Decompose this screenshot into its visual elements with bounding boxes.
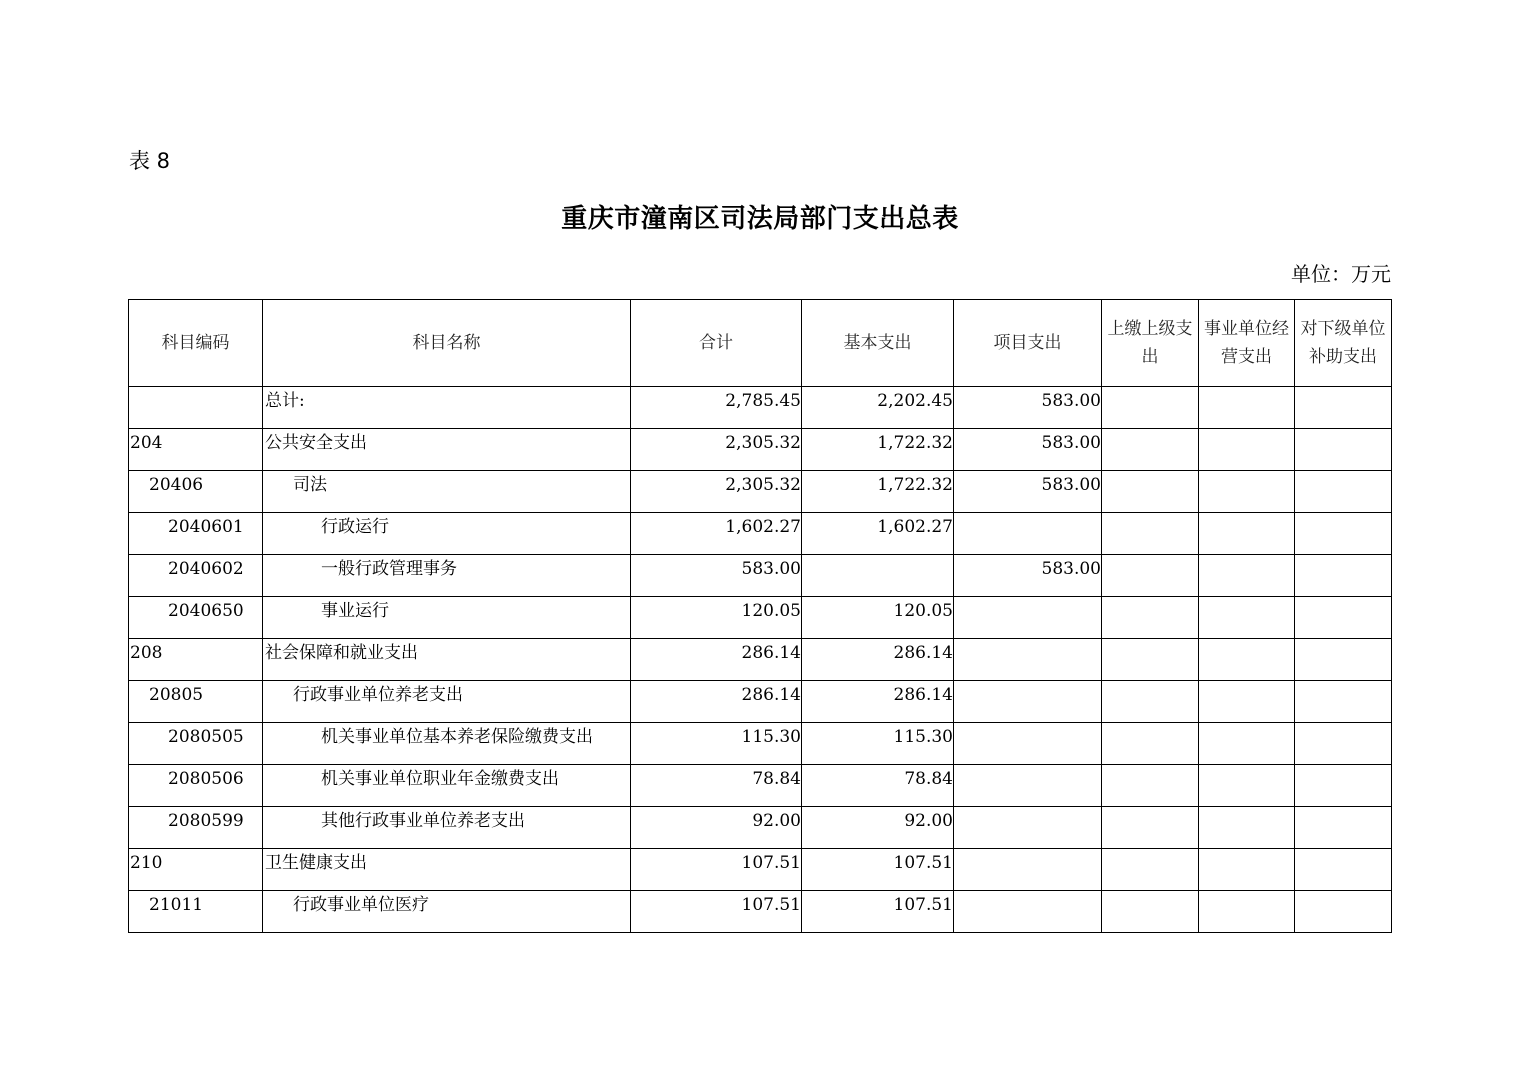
total-cell: 2,305.32 <box>631 471 802 513</box>
subsidy-expenditure-cell <box>1295 807 1392 849</box>
expenditure-table <box>128 299 1392 933</box>
table-body <box>129 387 1392 933</box>
header-total: 合计 <box>631 300 802 387</box>
subsidy-expenditure-cell <box>1295 513 1392 555</box>
project-expenditure-cell <box>954 807 1102 849</box>
business-expenditure-cell <box>1199 471 1295 513</box>
project-expenditure-cell: 583.00 <box>954 387 1102 429</box>
table-row <box>129 765 1392 807</box>
table-row <box>129 807 1392 849</box>
project-expenditure-cell <box>954 681 1102 723</box>
business-expenditure-cell <box>1199 765 1295 807</box>
subject-code-cell: 21011 <box>129 891 263 933</box>
business-expenditure-cell <box>1199 807 1295 849</box>
project-expenditure-cell <box>954 849 1102 891</box>
header-business-expenditure: 事业单位经营支出 <box>1199 300 1295 387</box>
subsidy-expenditure-cell <box>1295 429 1392 471</box>
subject-code-cell: 2080505 <box>129 723 263 765</box>
basic-expenditure-cell: 1,722.32 <box>802 429 954 471</box>
total-cell: 2,305.32 <box>631 429 802 471</box>
upper-remittance-cell <box>1102 639 1199 681</box>
total-cell: 92.00 <box>631 807 802 849</box>
basic-expenditure-cell: 115.30 <box>802 723 954 765</box>
table-header-row <box>129 300 1392 387</box>
business-expenditure-cell <box>1199 429 1295 471</box>
total-cell: 78.84 <box>631 765 802 807</box>
table-row <box>129 555 1392 597</box>
table-row <box>129 639 1392 681</box>
subject-name-cell: 总计: <box>263 387 631 429</box>
upper-remittance-cell <box>1102 429 1199 471</box>
subject-code-cell: 210 <box>129 849 263 891</box>
basic-expenditure-cell: 286.14 <box>802 681 954 723</box>
subsidy-expenditure-cell <box>1295 681 1392 723</box>
total-cell: 286.14 <box>631 639 802 681</box>
subsidy-expenditure-cell <box>1295 597 1392 639</box>
basic-expenditure-cell: 2,202.45 <box>802 387 954 429</box>
table-number-label: 表 8 <box>129 149 171 173</box>
header-subsidy-expenditure: 对下级单位补助支出 <box>1295 300 1392 387</box>
upper-remittance-cell <box>1102 513 1199 555</box>
subject-name-cell: 社会保障和就业支出 <box>263 639 631 681</box>
header-subject-code: 科目编码 <box>129 300 263 387</box>
subject-code-cell <box>129 387 263 429</box>
project-expenditure-cell: 583.00 <box>954 429 1102 471</box>
business-expenditure-cell <box>1199 681 1295 723</box>
subject-name-cell: 其他行政事业单位养老支出 <box>263 807 631 849</box>
subject-name-cell: 机关事业单位基本养老保险缴费支出 <box>263 723 631 765</box>
subject-code-cell: 204 <box>129 429 263 471</box>
table-row <box>129 429 1392 471</box>
total-cell: 583.00 <box>631 555 802 597</box>
total-cell: 286.14 <box>631 681 802 723</box>
header-subject-name: 科目名称 <box>263 300 631 387</box>
upper-remittance-cell <box>1102 555 1199 597</box>
subsidy-expenditure-cell <box>1295 639 1392 681</box>
upper-remittance-cell <box>1102 471 1199 513</box>
header-project-expenditure: 项目支出 <box>954 300 1102 387</box>
subsidy-expenditure-cell <box>1295 387 1392 429</box>
basic-expenditure-cell <box>802 555 954 597</box>
upper-remittance-cell <box>1102 597 1199 639</box>
basic-expenditure-cell: 107.51 <box>802 849 954 891</box>
table-row <box>129 891 1392 933</box>
table-row <box>129 513 1392 555</box>
subject-code-cell: 20406 <box>129 471 263 513</box>
basic-expenditure-cell: 1,722.32 <box>802 471 954 513</box>
table-row <box>129 849 1392 891</box>
subject-name-cell: 行政事业单位医疗 <box>263 891 631 933</box>
subject-name-cell: 一般行政管理事务 <box>263 555 631 597</box>
subject-code-cell: 2080599 <box>129 807 263 849</box>
business-expenditure-cell <box>1199 891 1295 933</box>
project-expenditure-cell <box>954 765 1102 807</box>
subject-name-cell: 行政运行 <box>263 513 631 555</box>
subject-name-cell: 司法 <box>263 471 631 513</box>
basic-expenditure-cell: 286.14 <box>802 639 954 681</box>
business-expenditure-cell <box>1199 597 1295 639</box>
subject-code-cell: 2040650 <box>129 597 263 639</box>
upper-remittance-cell <box>1102 681 1199 723</box>
subject-code-cell: 2080506 <box>129 765 263 807</box>
subsidy-expenditure-cell <box>1295 765 1392 807</box>
subject-name-cell: 卫生健康支出 <box>263 849 631 891</box>
table-row <box>129 387 1392 429</box>
total-cell: 107.51 <box>631 849 802 891</box>
upper-remittance-cell <box>1102 891 1199 933</box>
project-expenditure-cell: 583.00 <box>954 555 1102 597</box>
header-upper-remittance: 上缴上级支出 <box>1102 300 1199 387</box>
subsidy-expenditure-cell <box>1295 891 1392 933</box>
business-expenditure-cell <box>1199 723 1295 765</box>
upper-remittance-cell <box>1102 387 1199 429</box>
business-expenditure-cell <box>1199 849 1295 891</box>
table-row <box>129 597 1392 639</box>
total-cell: 115.30 <box>631 723 802 765</box>
subsidy-expenditure-cell <box>1295 555 1392 597</box>
subject-code-cell: 2040601 <box>129 513 263 555</box>
business-expenditure-cell <box>1199 387 1295 429</box>
table-row <box>129 681 1392 723</box>
business-expenditure-cell <box>1199 555 1295 597</box>
total-cell: 107.51 <box>631 891 802 933</box>
basic-expenditure-cell: 107.51 <box>802 891 954 933</box>
total-cell: 120.05 <box>631 597 802 639</box>
subsidy-expenditure-cell <box>1295 471 1392 513</box>
unit-label: 单位：万元 <box>1291 262 1391 286</box>
business-expenditure-cell <box>1199 513 1295 555</box>
subject-code-cell: 2040602 <box>129 555 263 597</box>
project-expenditure-cell <box>954 597 1102 639</box>
basic-expenditure-cell: 78.84 <box>802 765 954 807</box>
upper-remittance-cell <box>1102 765 1199 807</box>
basic-expenditure-cell: 92.00 <box>802 807 954 849</box>
basic-expenditure-cell: 1,602.27 <box>802 513 954 555</box>
subsidy-expenditure-cell <box>1295 723 1392 765</box>
subject-name-cell: 事业运行 <box>263 597 631 639</box>
project-expenditure-cell <box>954 639 1102 681</box>
table-row <box>129 723 1392 765</box>
project-expenditure-cell <box>954 723 1102 765</box>
table-row <box>129 471 1392 513</box>
document-title: 重庆市潼南区司法局部门支出总表 <box>561 204 959 234</box>
project-expenditure-cell <box>954 513 1102 555</box>
subject-name-cell: 行政事业单位养老支出 <box>263 681 631 723</box>
total-cell: 1,602.27 <box>631 513 802 555</box>
project-expenditure-cell: 583.00 <box>954 471 1102 513</box>
project-expenditure-cell <box>954 891 1102 933</box>
subject-code-cell: 20805 <box>129 681 263 723</box>
header-basic-expenditure: 基本支出 <box>802 300 954 387</box>
upper-remittance-cell <box>1102 849 1199 891</box>
subject-name-cell: 公共安全支出 <box>263 429 631 471</box>
subsidy-expenditure-cell <box>1295 849 1392 891</box>
basic-expenditure-cell: 120.05 <box>802 597 954 639</box>
business-expenditure-cell <box>1199 639 1295 681</box>
upper-remittance-cell <box>1102 723 1199 765</box>
subject-name-cell: 机关事业单位职业年金缴费支出 <box>263 765 631 807</box>
upper-remittance-cell <box>1102 807 1199 849</box>
total-cell: 2,785.45 <box>631 387 802 429</box>
subject-code-cell: 208 <box>129 639 263 681</box>
